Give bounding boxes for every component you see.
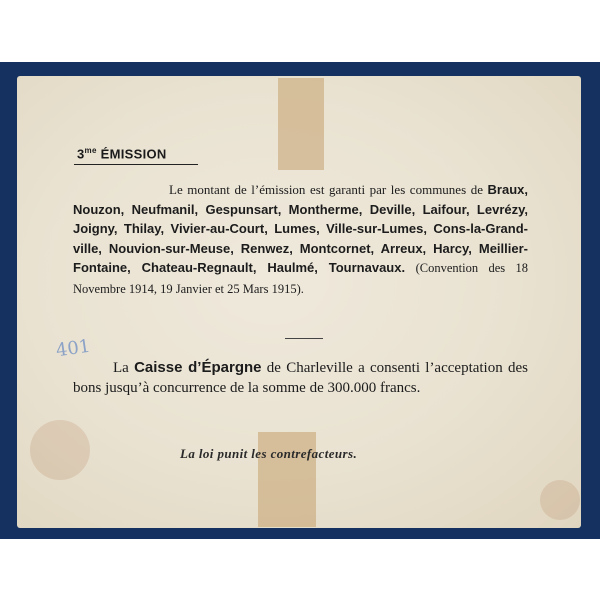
stain <box>540 480 580 520</box>
emission-underline <box>74 164 198 165</box>
bank-name: Caisse d’Épargne <box>134 359 262 376</box>
emission-number: 3 <box>77 146 85 162</box>
bank-paragraph <box>73 358 528 398</box>
emission-label: ÉMISSION <box>100 146 167 162</box>
guarantee-lead: Le montant de l’émission est garanti par les communes de <box>169 182 483 197</box>
bank-after: de Charleville a consenti l’acceptation des bons jusqu’à concurrence de la somme de 300.000 francs. <box>73 360 528 396</box>
separator-rule <box>285 338 323 339</box>
convention-dates: (Convention des 18 Novembre 1914, 19 Janvier et 25 Mars 1915). <box>73 261 528 296</box>
emission-suffix: me <box>84 146 97 155</box>
bank-before: La <box>113 360 135 376</box>
guarantee-paragraph <box>73 180 528 299</box>
communes-list: Braux, Nouzon, Neufmanil, Gespunsart, Montherme, Deville, Laifour, Levrézy, Joigny, Thilay, Vivier-au-Court, Lumes, Ville-sur-Lumes, Cons-la-Grand-ville, Nouvion-sur-Meuse, Renwez, Montcornet, Arreux, Harcy, Meillier-Fontaine, Chateau-Regnault, Haulmé, Tournavaux. <box>73 182 528 275</box>
tape-strip-top <box>278 78 324 170</box>
stain <box>30 420 90 480</box>
counterfeit-warning: La loi punit les contrefacteurs. <box>180 446 358 461</box>
handwritten-mark: 401 <box>54 335 92 362</box>
emission-heading <box>77 146 167 161</box>
